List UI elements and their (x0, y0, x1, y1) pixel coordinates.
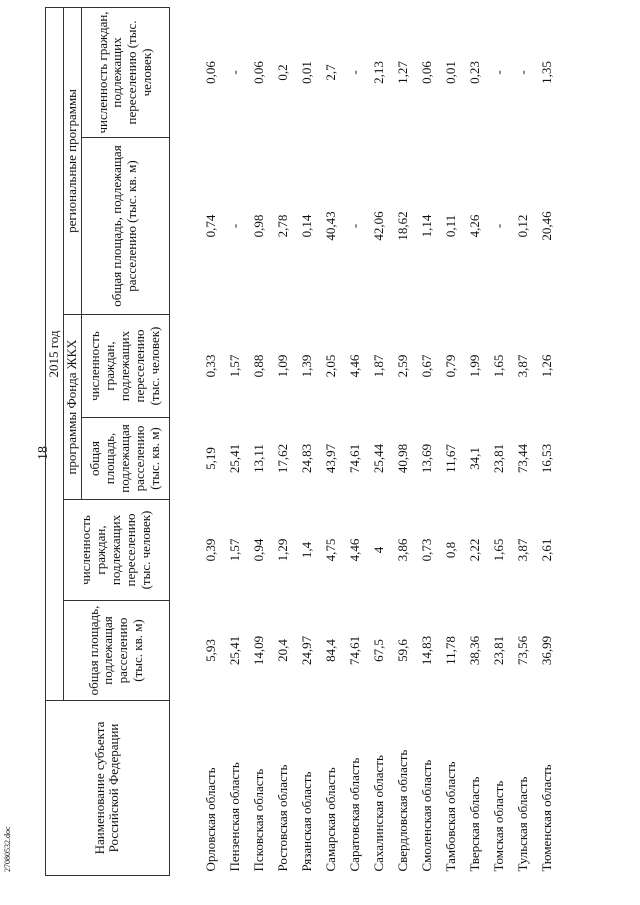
value-cell: 43,97 (323, 443, 339, 474)
value-cell: 1,27 (395, 61, 411, 84)
table-row (416, 7, 440, 875)
value-cell: 25,44 (371, 443, 387, 474)
value-cell: 38,36 (467, 635, 483, 666)
value-cell: 4,75 (323, 538, 339, 562)
value-cell: 1,09 (275, 354, 291, 378)
value-cell: 67,5 (371, 639, 387, 662)
value-cell: - (515, 70, 531, 75)
value-cell: - (347, 223, 363, 229)
value-cell: 11,67 (443, 444, 459, 473)
region-name-cell: Свердловская область (395, 749, 411, 872)
value-cell: 2,61 (539, 538, 555, 562)
value-cell: 34,1 (467, 447, 483, 470)
year-header: 2015 год (46, 7, 64, 700)
table-row (320, 7, 344, 875)
value-cell: 0,11 (443, 214, 459, 238)
value-cell: 4 (371, 546, 387, 554)
value-cell: 1,65 (491, 354, 507, 378)
value-cell: 1,14 (419, 214, 435, 238)
value-cell: 0,2 (275, 64, 291, 81)
value-cell: 0,67 (419, 354, 435, 378)
value-cell: 24,83 (299, 443, 315, 474)
region-name-cell: Тульская область (515, 776, 531, 872)
value-cell: 0,98 (251, 214, 267, 238)
file-name: 27080532.doc (3, 826, 12, 872)
value-cell: 0,73 (419, 538, 435, 562)
value-cell: 2,05 (323, 354, 339, 378)
resettlement-table (45, 7, 560, 876)
value-cell: 4,46 (347, 354, 363, 378)
region-name-cell: Томская область (491, 780, 507, 872)
value-cell: 18,62 (395, 211, 411, 241)
value-cell: 74,61 (347, 443, 363, 474)
value-cell: 1,57 (227, 538, 243, 562)
resettlement-table-page (45, 8, 565, 876)
value-cell: 0,88 (251, 354, 267, 378)
value-cell: 5,93 (203, 639, 219, 662)
value-cell: 0,14 (299, 214, 315, 238)
subject-header: Наименование субъекта Российской Федерации (46, 701, 170, 876)
value-cell: 0,06 (251, 61, 267, 84)
table-row (169, 7, 224, 875)
table-row (512, 7, 536, 875)
value-cell: 0,01 (299, 61, 315, 84)
table-body (169, 7, 560, 875)
value-cell: 1,57 (227, 354, 243, 378)
region-name-cell: Пензенская область (227, 762, 243, 872)
regional-programs-header: региональные программы (63, 7, 81, 314)
fund-area-header: общая площадь, подлежащая расселению (тыс. кв. м) (81, 418, 169, 500)
value-cell: 2,13 (371, 61, 387, 84)
value-cell: 1,65 (491, 538, 507, 562)
value-cell: 14,83 (419, 635, 435, 666)
region-name-cell: Ростовская область (275, 764, 291, 872)
regional-people-header: численность граждан, подлежащих переселению (тыс. человек) (81, 7, 169, 137)
value-cell: 25,41 (227, 443, 243, 474)
region-name-cell: Псковская область (251, 768, 267, 872)
value-cell: 73,56 (515, 635, 531, 666)
value-cell: 0,33 (203, 354, 219, 378)
value-cell: 23,81 (491, 635, 507, 666)
value-cell: 73,44 (515, 443, 531, 474)
value-cell: 2,22 (467, 538, 483, 562)
value-cell: 24,97 (299, 635, 315, 666)
total-people-header: численность граждан, подлежащих переселению (тыс. человек) (63, 500, 169, 601)
region-name-cell: Тюменская область (539, 764, 555, 872)
value-cell: 3,87 (515, 354, 531, 378)
table-row (344, 7, 368, 875)
value-cell: - (347, 70, 363, 75)
value-cell: 25,41 (227, 635, 243, 666)
region-name-cell: Тверская область (467, 776, 483, 872)
value-cell: 5,19 (203, 447, 219, 470)
value-cell: 13,69 (419, 443, 435, 474)
value-cell: - (227, 223, 243, 229)
value-cell: 23,81 (491, 443, 507, 474)
table-row (224, 7, 248, 875)
table-header (46, 7, 170, 875)
value-cell: 0,79 (443, 354, 459, 378)
value-cell: 40,43 (323, 211, 339, 241)
value-cell: 20,4 (275, 639, 291, 662)
value-cell: 36,99 (539, 635, 555, 666)
total-area-header: общая площадь, подлежащая расселению (тыс. кв. м) (63, 601, 169, 701)
value-cell: - (491, 223, 507, 229)
value-cell: 0,74 (203, 214, 219, 238)
value-cell: 17,62 (275, 443, 291, 474)
value-cell: 11,78 (443, 636, 459, 665)
region-name-cell: Саратовская область (347, 757, 363, 872)
value-cell: 0,06 (203, 61, 219, 84)
value-cell: 2,59 (395, 354, 411, 378)
value-cell: 1,87 (371, 354, 387, 378)
value-cell: 2,78 (275, 214, 291, 238)
region-name-cell: Сахалинская область (371, 755, 387, 872)
table-row (464, 7, 488, 875)
value-cell: 0,23 (467, 61, 483, 84)
regional-area-header: общая площадь, подлежащая расселению (тыс. кв. м) (81, 138, 169, 315)
table-row (536, 7, 560, 875)
table-row (248, 7, 272, 875)
region-name-cell: Тамбовская область (443, 761, 459, 872)
table-row (488, 7, 512, 875)
value-cell: 16,53 (539, 443, 555, 474)
value-cell: 1,4 (299, 541, 315, 559)
value-cell: 0,12 (515, 214, 531, 238)
page-number: 18 (36, 446, 51, 460)
value-cell: 4,26 (467, 214, 483, 238)
value-cell: 42,06 (371, 211, 387, 241)
value-cell: 74,61 (347, 635, 363, 666)
region-name-cell: Смоленская область (419, 759, 435, 872)
fund-people-header: численность граждан, подлежащих переселению (тыс. человек) (81, 315, 169, 418)
table-row (368, 7, 392, 875)
value-cell: - (491, 70, 507, 75)
value-cell: 59,6 (395, 639, 411, 662)
value-cell: 2,7 (323, 64, 339, 81)
value-cell: 40,98 (395, 443, 411, 474)
value-cell: 1,26 (539, 354, 555, 378)
value-cell: 1,35 (539, 61, 555, 84)
value-cell: 84,4 (323, 639, 339, 662)
table-row (272, 7, 296, 875)
table-row (440, 7, 464, 875)
value-cell: 13,11 (251, 444, 267, 473)
value-cell: - (227, 70, 243, 75)
region-name-cell: Орловская область (203, 767, 219, 872)
value-cell: 14,09 (251, 635, 267, 666)
value-cell: 3,87 (515, 538, 531, 562)
fund-programs-header: программы Фонда ЖКХ (63, 315, 81, 500)
value-cell: 0,01 (443, 61, 459, 84)
value-cell: 0,94 (251, 538, 267, 562)
table-row (296, 7, 320, 875)
value-cell: 20,46 (539, 211, 555, 241)
table-row (392, 7, 416, 875)
value-cell: 4,46 (347, 538, 363, 562)
value-cell: 1,29 (275, 538, 291, 562)
region-name-cell: Рязанская область (299, 771, 315, 872)
region-name-cell: Самарская область (323, 767, 339, 872)
value-cell: 0,06 (419, 61, 435, 84)
value-cell: 1,99 (467, 354, 483, 378)
value-cell: 3,86 (395, 538, 411, 562)
value-cell: 0,39 (203, 538, 219, 562)
value-cell: 0,8 (443, 541, 459, 559)
value-cell: 1,39 (299, 354, 315, 378)
